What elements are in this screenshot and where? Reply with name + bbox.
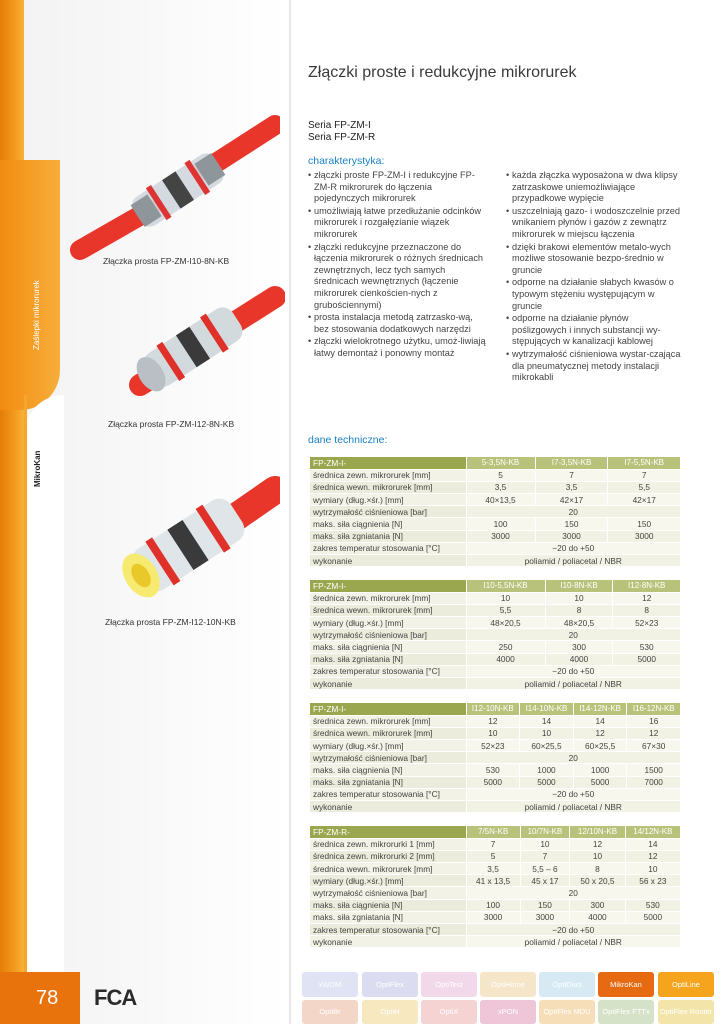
table-cell: −20 do +50 xyxy=(466,542,680,554)
column-header: I7-5,5N-KB xyxy=(608,457,680,469)
nav-tab[interactable]: MikroKan xyxy=(598,972,654,997)
table-cell: 5 xyxy=(466,469,535,481)
tech-table xyxy=(310,457,680,567)
features-list-right xyxy=(506,170,684,385)
table-row xyxy=(310,924,680,936)
table-cell: 14 xyxy=(520,715,574,727)
table-cell: 1500 xyxy=(627,764,680,776)
table-cell: 3,5 xyxy=(466,481,535,493)
features-list-left xyxy=(308,170,488,361)
row-label: maks. siła ciągnienia [N] xyxy=(310,764,466,776)
table-row xyxy=(310,887,680,899)
row-label: zakres temperatur stosowania [°C] xyxy=(310,924,466,936)
company-logo xyxy=(94,985,136,1011)
feature-item: • odporne na działanie słabych kwasów o typowym stężeniu występującym w gruncie xyxy=(506,277,684,312)
row-label: średnica wewn. mikrorurek [mm] xyxy=(310,863,466,875)
table-cell: 1000 xyxy=(573,764,627,776)
tech-table xyxy=(310,703,680,813)
table-cell: poliamid / poliacetal / NBR xyxy=(466,801,680,813)
table-cell: 48×20,5 xyxy=(466,617,545,629)
table-row xyxy=(310,481,680,493)
column-header: I14-10N-KB xyxy=(520,703,574,715)
table-cell: 3,5 xyxy=(535,481,608,493)
table-row xyxy=(310,653,680,665)
product-caption: Złączka prosta FP-ZM-I10-8N-KB xyxy=(103,256,230,266)
table-cell: 67×30 xyxy=(627,740,680,752)
column-header: I7-3,5N-KB xyxy=(535,457,608,469)
table-cell: 20 xyxy=(466,752,680,764)
table-cell: 41 x 13,5 xyxy=(466,875,520,887)
table-cell: poliamid / poliacetal / NBR xyxy=(466,936,680,948)
table-head-label: FP-ZM-I- xyxy=(310,457,466,469)
tech-table xyxy=(310,826,680,948)
product-caption: Złączka prosta FP-ZM-I12-10N-KB xyxy=(105,617,236,627)
table-cell: 12 xyxy=(570,838,625,850)
table-row xyxy=(310,715,680,727)
table-row xyxy=(310,875,680,887)
table-cell: 250 xyxy=(466,641,545,653)
feature-item: • wytrzymałość ciśnieniowa wystar-czająca dla pneumatycznej metody instalacji mikrokabli xyxy=(506,349,684,384)
nav-tab[interactable]: OptiFlex xyxy=(362,972,418,997)
features-heading: charakterystyka: xyxy=(308,155,385,167)
nav-tab[interactable]: OptiH xyxy=(362,1000,418,1024)
page-title: Złączki proste i redukcyjne mikrorurek xyxy=(308,64,577,81)
nav-tab[interactable]: OptiHome xyxy=(480,972,536,997)
table-cell: 4000 xyxy=(545,653,613,665)
row-label: wykonanie xyxy=(310,555,466,567)
table-cell: 45 x 17 xyxy=(520,875,570,887)
feature-item: • złączki proste FP-ZM-I i redukcyjne FP-ZM-R mikrorurek do łączenia pojedynczych mikrorurek xyxy=(308,170,488,205)
row-label: wykonanie xyxy=(310,936,466,948)
table-cell: 5 xyxy=(466,850,520,862)
table-row xyxy=(310,665,680,677)
table-cell: 60×25,5 xyxy=(520,740,574,752)
table-cell: 5000 xyxy=(613,653,680,665)
table-cell: 300 xyxy=(545,641,613,653)
table-cell: 10 xyxy=(545,592,613,604)
table-row xyxy=(310,727,680,739)
table-row xyxy=(310,850,680,862)
series-name: Seria FP-ZM-R xyxy=(308,132,376,143)
table-row xyxy=(310,788,680,800)
table-head-label: FP-ZM-R- xyxy=(310,826,466,838)
table-cell: 10 xyxy=(570,850,625,862)
table-cell: 5,5 xyxy=(466,604,545,616)
nav-tab[interactable]: xWDM xyxy=(302,972,358,997)
row-label: średnica zewn. mikrorurek [mm] xyxy=(310,592,466,604)
column-header: 14/12N-KB xyxy=(625,826,680,838)
side-tab-background xyxy=(0,160,60,410)
table-cell: 10 xyxy=(520,838,570,850)
table-row xyxy=(310,518,680,530)
table-row xyxy=(310,936,680,948)
table-cell: 8 xyxy=(570,863,625,875)
table-cell: 7 xyxy=(520,850,570,862)
table-cell: 14 xyxy=(625,838,680,850)
table-cell: 14 xyxy=(573,715,627,727)
table-cell: poliamid / poliacetal / NBR xyxy=(466,678,680,690)
table-row xyxy=(310,740,680,752)
table-cell: 150 xyxy=(520,899,570,911)
row-label: średnica zewn. mikrorurek [mm] xyxy=(310,715,466,727)
table-row xyxy=(310,506,680,518)
product-image-1 xyxy=(70,100,280,270)
nav-tab[interactable]: xPON xyxy=(480,1000,536,1024)
table-cell: 4000 xyxy=(570,911,625,923)
row-label: średnica zewn. mikrorurek [mm] xyxy=(310,469,466,481)
table-cell: 60×25,5 xyxy=(573,740,627,752)
table-cell: 10 xyxy=(625,863,680,875)
table-cell: poliamid / poliacetal / NBR xyxy=(466,555,680,567)
table-head-label: FP-ZM-I- xyxy=(310,580,466,592)
table-cell: 52×23 xyxy=(466,740,520,752)
table-row xyxy=(310,776,680,788)
table-cell: 150 xyxy=(608,518,680,530)
table-cell: 10 xyxy=(466,592,545,604)
table-cell: 1000 xyxy=(520,764,574,776)
table-cell: 7 xyxy=(608,469,680,481)
table-cell: 52×23 xyxy=(613,617,680,629)
table-row xyxy=(310,592,680,604)
table-cell: 3000 xyxy=(520,911,570,923)
side-tab-active-label[interactable]: MikroKan xyxy=(33,450,42,487)
table-cell: 42×17 xyxy=(535,494,608,506)
table-row xyxy=(310,641,680,653)
feature-item: • odporne na działanie płynów poślizgowych i innych substancji wy-stępujących w kanalizacji kablowej xyxy=(506,313,684,348)
table-cell: 20 xyxy=(466,506,680,518)
table-cell: 5000 xyxy=(625,911,680,923)
column-header: I12-10N-KB xyxy=(466,703,520,715)
table-cell: 3000 xyxy=(608,530,680,542)
row-label: maks. siła zgniatania [N] xyxy=(310,911,466,923)
row-label: wytrzymałość ciśnieniowa [bar] xyxy=(310,752,466,764)
table-row xyxy=(310,542,680,554)
side-tab-active-edge xyxy=(24,395,27,985)
nav-tab[interactable]: OptiX xyxy=(421,1000,477,1024)
table-cell: 7 xyxy=(535,469,608,481)
feature-item: • złączki wielokrotnego użytku, umoż-liwiają łatwy demontaż i ponowny montaż xyxy=(308,336,488,359)
table-row xyxy=(310,863,680,875)
series-name: Seria FP-ZM-I xyxy=(308,120,371,131)
column-header: I14-12N-KB xyxy=(573,703,627,715)
row-label: średnica wewn. mikrorurek [mm] xyxy=(310,727,466,739)
table-cell: 5,5 xyxy=(608,481,680,493)
column-header: 12/10N-KB xyxy=(570,826,625,838)
table-row xyxy=(310,604,680,616)
row-label: maks. siła zgniatania [N] xyxy=(310,530,466,542)
row-label: maks. siła zgniatania [N] xyxy=(310,653,466,665)
row-label: zakres temperatur stosowania [°C] xyxy=(310,665,466,677)
table-cell: 56 x 23 xyxy=(625,875,680,887)
table-cell: 530 xyxy=(625,899,680,911)
table-row xyxy=(310,617,680,629)
page-number: 78 xyxy=(0,972,80,1024)
nav-tab[interactable]: OptiFlex Router xyxy=(658,1000,714,1024)
column-header: I12-8N-KB xyxy=(613,580,680,592)
table-cell: 20 xyxy=(466,629,680,641)
table-cell: −20 do +50 xyxy=(466,665,680,677)
table-cell: 100 xyxy=(466,899,520,911)
column-header: I16-12N-KB xyxy=(627,703,680,715)
nav-tab[interactable]: OptiDuct xyxy=(539,972,595,997)
panel-divider xyxy=(289,0,291,1024)
table-cell: 150 xyxy=(535,518,608,530)
row-label: zakres temperatur stosowania [°C] xyxy=(310,542,466,554)
row-label: maks. siła ciągnienia [N] xyxy=(310,518,466,530)
column-header: I10-8N-KB xyxy=(545,580,613,592)
logo-text: FCA xyxy=(94,985,137,1010)
table-cell: 5000 xyxy=(520,776,574,788)
nav-tab[interactable]: OptiBr xyxy=(302,1000,358,1024)
table-row xyxy=(310,911,680,923)
feature-item: • złączki redukcyjne przeznaczone do łączenia mikrorurek o różnych średnicach zewnętrznych, lecz tych samych średnicach wewnętrznych (łączenie mikrorurek cienkościen-nych z grubościennymi) xyxy=(308,242,488,312)
product-caption: Złączka prosta FP-ZM-I12-8N-KB xyxy=(108,419,235,429)
row-label: średnica wewn. mikrorurek [mm] xyxy=(310,604,466,616)
table-cell: 530 xyxy=(613,641,680,653)
row-label: wytrzymałość ciśnieniowa [bar] xyxy=(310,887,466,899)
row-label: wymiary (dług.×śr.) [mm] xyxy=(310,740,466,752)
table-cell: 40×13,5 xyxy=(466,494,535,506)
nav-tab[interactable]: OptiFlex MDU xyxy=(539,1000,595,1024)
table-cell: 12 xyxy=(625,850,680,862)
table-cell: 5,5 – 6 xyxy=(520,863,570,875)
row-label: wymiary (dług.×śr.) [mm] xyxy=(310,617,466,629)
table-cell: 5000 xyxy=(573,776,627,788)
table-cell: 12 xyxy=(627,727,680,739)
column-header: 10/7N-KB xyxy=(520,826,570,838)
table-cell: −20 do +50 xyxy=(466,924,680,936)
table-cell: 100 xyxy=(466,518,535,530)
table-cell: 7 xyxy=(466,838,520,850)
table-cell: 4000 xyxy=(466,653,545,665)
table-cell: 8 xyxy=(613,604,680,616)
table-cell: 12 xyxy=(466,715,520,727)
feature-item: • umożliwiają łatwe przedłużanie odcinków mikrorurek i rozgałęzianie wiązek mikrorurek xyxy=(308,206,488,241)
row-label: średnica zewn. mikrorurki 1 [mm] xyxy=(310,838,466,850)
table-cell: 10 xyxy=(466,727,520,739)
feature-item: • prosta instalacja metodą zatrzasko-wą, bez stosowania dodatkowych narzędzi xyxy=(308,312,488,335)
table-cell: 48×20,5 xyxy=(545,617,613,629)
row-label: maks. siła ciągnienia [N] xyxy=(310,641,466,653)
table-row xyxy=(310,494,680,506)
table-row xyxy=(310,838,680,850)
table-cell: 50 x 20,5 xyxy=(570,875,625,887)
row-label: zakres temperatur stosowania [°C] xyxy=(310,788,466,800)
column-header: 5-3,5N-KB xyxy=(466,457,535,469)
table-row xyxy=(310,555,680,567)
table-row xyxy=(310,678,680,690)
row-label: wykonanie xyxy=(310,678,466,690)
table-row xyxy=(310,801,680,813)
table-row xyxy=(310,629,680,641)
table-cell: 8 xyxy=(545,604,613,616)
table-cell: 10 xyxy=(520,727,574,739)
table-row xyxy=(310,899,680,911)
side-spine xyxy=(0,0,24,1024)
row-label: wytrzymałość ciśnieniowa [bar] xyxy=(310,506,466,518)
table-cell: 42×17 xyxy=(608,494,680,506)
row-label: średnica wewn. mikrorurek [mm] xyxy=(310,481,466,493)
nav-tab[interactable]: OptiTest xyxy=(421,972,477,997)
table-cell: 3,5 xyxy=(466,863,520,875)
product-image-2 xyxy=(95,285,285,415)
row-label: wymiary (dług.×śr.) [mm] xyxy=(310,875,466,887)
table-cell: 3000 xyxy=(535,530,608,542)
nav-tab[interactable]: OptiLine xyxy=(658,972,714,997)
feature-item: • uszczelniają gazo- i wodoszczelnie przed wnikaniem płynów i gazów z zewnątrz mikrorurek w miejscu łączenia xyxy=(506,206,684,241)
table-cell: 3000 xyxy=(466,530,535,542)
column-header: 7/5N-KB xyxy=(466,826,520,838)
row-label: maks. siła zgniatania [N] xyxy=(310,776,466,788)
table-row xyxy=(310,469,680,481)
tech-heading: dane techniczne: xyxy=(308,434,388,446)
row-label: maks. siła ciągnienia [N] xyxy=(310,899,466,911)
table-cell: 300 xyxy=(570,899,625,911)
column-header: I10-5,5N-KB xyxy=(466,580,545,592)
table-cell: −20 do +50 xyxy=(466,788,680,800)
product-image-3 xyxy=(110,465,280,615)
table-cell: 12 xyxy=(573,727,627,739)
tech-table xyxy=(310,580,680,690)
feature-item: • każda złączka wyposażona w dwa klipsy zatrzaskowe uniemożliwiające przypadkowe wypięcie xyxy=(506,170,684,205)
table-cell: 7000 xyxy=(627,776,680,788)
table-cell: 16 xyxy=(627,715,680,727)
row-label: wytrzymałość ciśnieniowa [bar] xyxy=(310,629,466,641)
row-label: wymiary (dług.×śr.) [mm] xyxy=(310,494,466,506)
feature-item: • dzięki brakowi elementów metalo-wych możliwe stosowanie bezpo-średnio w gruncie xyxy=(506,242,684,277)
table-cell: 530 xyxy=(466,764,520,776)
table-row xyxy=(310,764,680,776)
table-cell: 12 xyxy=(613,592,680,604)
table-cell: 3000 xyxy=(466,911,520,923)
nav-tab[interactable]: OptiFlex FTTx xyxy=(598,1000,654,1024)
table-row xyxy=(310,752,680,764)
table-row xyxy=(310,530,680,542)
row-label: wykonanie xyxy=(310,801,466,813)
table-cell: 20 xyxy=(466,887,680,899)
table-cell: 5000 xyxy=(466,776,520,788)
row-label: średnica zewn. mikrorurki 2 [mm] xyxy=(310,850,466,862)
side-tab-label[interactable]: Zaślepki mikrorurek xyxy=(32,280,41,350)
side-tab-active-background xyxy=(24,395,64,985)
table-head-label: FP-ZM-I- xyxy=(310,703,466,715)
